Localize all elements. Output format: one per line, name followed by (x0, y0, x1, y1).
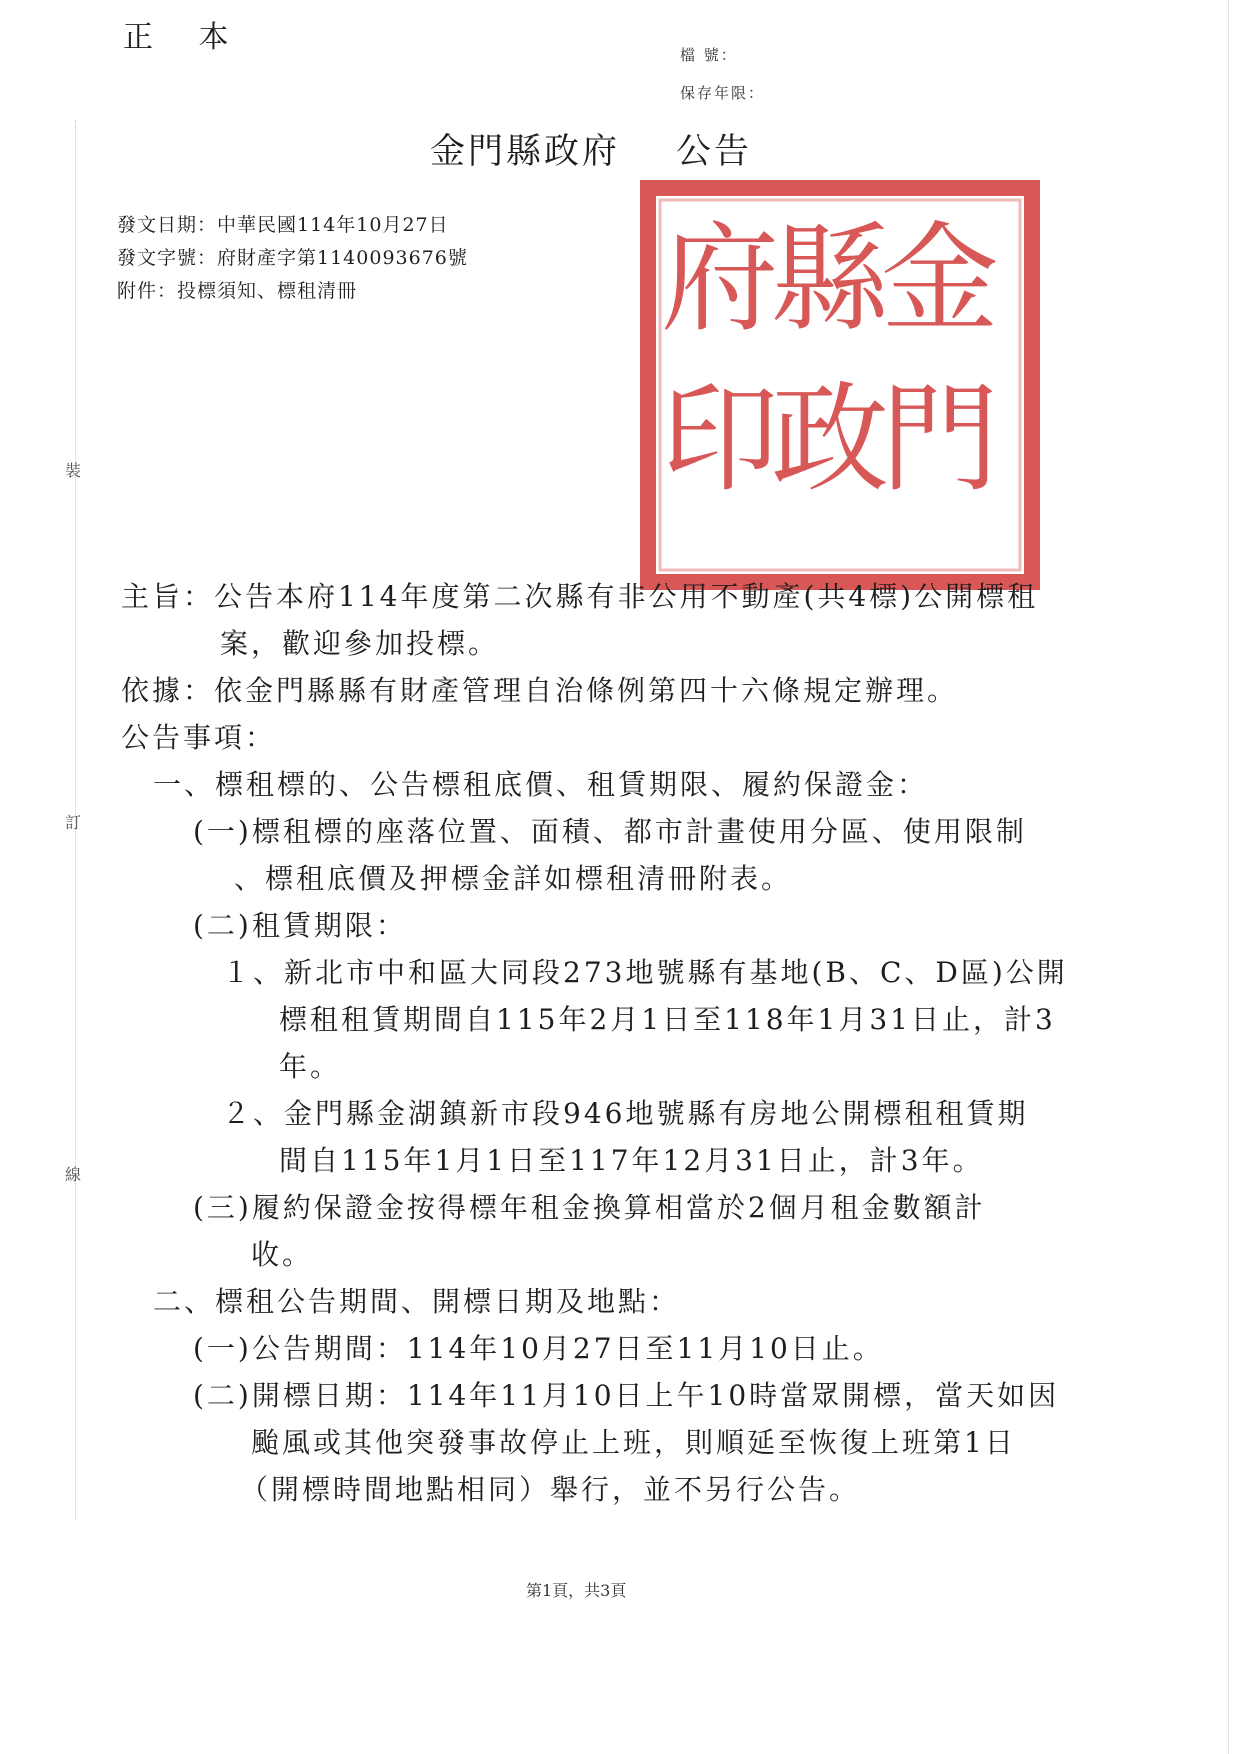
binding-mark-zhuang: 裝 (65, 461, 82, 480)
lease-term-1-line-1: １、新北市中和區大同段273地號縣有基地(B、C、D區)公開 (222, 956, 1068, 989)
official-seal (640, 180, 1040, 590)
item-1-3-line-2: 收。 (251, 1238, 314, 1271)
agency-name: 金門縣政府 (430, 132, 621, 172)
lease-term-2-line-2: 間自115年1月1日至117年12月31日止，計3年。 (279, 1144, 984, 1177)
item-2-2-line-1: (二)開標日期：114年11月10日上午10時當眾開標，當天如因 (193, 1379, 1060, 1412)
section-1-heading: 一、標租標的、公告標租底價、租賃期限、履約保證金： (153, 768, 929, 801)
attachments: 附件：投標須知、標租清冊 (117, 280, 358, 302)
item-2-2-line-3: （開標時間地點相同）舉行，並不另行公告。 (240, 1473, 861, 1506)
binding-mark-ding: 訂 (65, 813, 82, 832)
item-1-1-line-1: (一)標租標的座落位置、面積、都市計畫使用分區、使用限制 (193, 815, 1027, 848)
lease-term-1-line-2: 標租租賃期間自115年2月1日至118年1月31日止，計3 (279, 1003, 1056, 1036)
scan-edge (1228, 0, 1229, 1754)
document-number: 發文字號：府財產字第1140093676號 (117, 247, 468, 269)
issue-date: 發文日期：中華民國114年10月27日 (117, 214, 449, 236)
basis-line: 依據：依金門縣縣有財產管理自治條例第四十六條規定辦理。 (121, 674, 959, 707)
subject-line-2: 案，歡迎參加投標。 (220, 627, 500, 660)
document-type: 公告 (676, 132, 753, 172)
notice-items-heading: 公告事項： (121, 721, 277, 754)
original-copy-mark: 正 本 (123, 20, 247, 55)
section-2-heading: 二、標租公告期間、開標日期及地點： (153, 1285, 681, 1318)
retention-period-label: 保存年限： (680, 84, 766, 102)
seal-char: 金 (880, 210, 1000, 348)
item-1-3-line-1: (三)履約保證金按得標年租金換算相當於2個月租金數額計 (193, 1191, 986, 1224)
item-1-2-heading: (二)租賃期限： (193, 909, 407, 942)
seal-char: 縣 (770, 210, 890, 348)
seal-char: 府 (660, 210, 780, 348)
subject-line-1: 主旨：公告本府114年度第二次縣有非公用不動產(共4標)公開標租 (121, 580, 1039, 613)
page-number: 第1頁，共3頁 (526, 1581, 627, 1600)
item-2-2-line-2: 颱風或其他突發事故停止上班，則順延至恢復上班第1日 (251, 1426, 1016, 1459)
lease-term-1-line-3: 年。 (279, 1050, 342, 1083)
seal-char: 政 (770, 370, 890, 508)
document-title (430, 124, 752, 174)
archive-number-label: 檔 號： (680, 46, 738, 64)
binding-mark-xian: 線 (65, 1165, 82, 1184)
item-2-1-line: (一)公告期間：114年10月27日至11月10日止。 (193, 1332, 884, 1365)
seal-char: 印 (660, 370, 780, 508)
seal-char: 門 (880, 370, 1000, 508)
lease-term-2-line-1: ２、金門縣金湖鎮新市段946地號縣有房地公開標租租賃期 (222, 1097, 1029, 1130)
item-1-1-line-2: 、標租底價及押標金詳如標租清冊附表。 (234, 862, 793, 895)
